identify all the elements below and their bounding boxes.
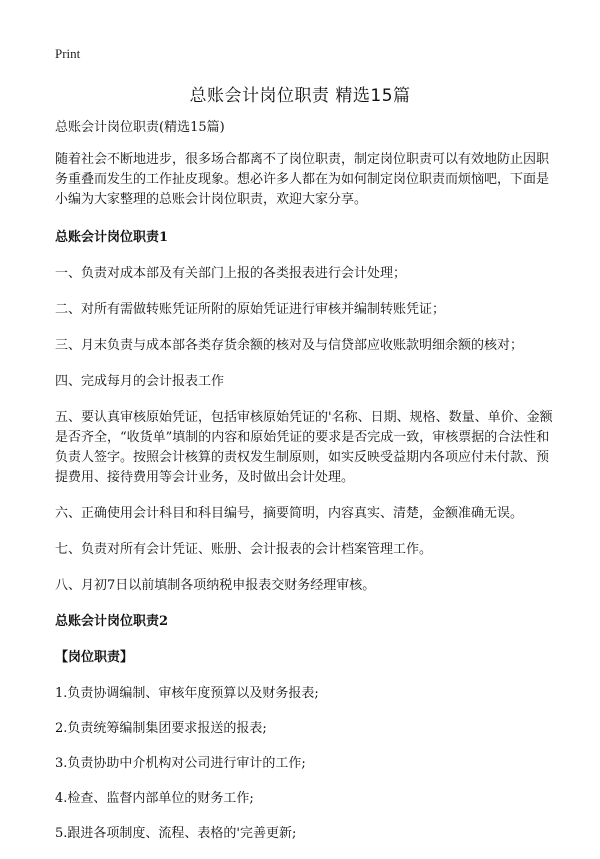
duty-item: 2.负责统筹编制集团要求报送的报表; <box>55 721 267 736</box>
duty-item: 七、负责对所有会计凭证、账册、会计报表的会计档案管理工作。 <box>55 542 433 557</box>
duty-item: 1.负责协调编制、审核年度预算以及财务报表; <box>55 686 319 701</box>
duty-item: 八、月初7日以前填制各项纳税申报表交财务经理审核。 <box>55 578 376 593</box>
duty-item: 5.跟进各项制度、流程、表格的'完善更新; <box>55 826 297 841</box>
section-subheading: 【岗位职责】 <box>55 650 134 665</box>
section-heading-1: 总账会计岗位职责1 <box>55 230 169 245</box>
document-title: 总账会计岗位职责 精选15篇 <box>189 86 411 106</box>
duty-item: 三、月末负责与成本部各类存货余额的核对及与信贷部应收账款明细余额的核对； <box>55 338 524 353</box>
intro-paragraph: 随着社会不断地进步，很多场合都离不了岗位职责，制定岗位职责可以有效地防止因职务重叠而发生的工作扯皮现象。想必许多人都在为如何制定岗位职责而烦恼吧，下面是小编为大家整理的总账会计岗位职责，欢迎大家分享。 <box>55 152 550 207</box>
duty-item: 六、正确使用会计科目和科目编号，摘要简明，内容真实、清楚，金额准确无误。 <box>55 506 524 521</box>
print-label: Print <box>55 46 81 61</box>
section-heading-2: 总账会计岗位职责2 <box>55 614 169 629</box>
duty-item: 3.负责协助中介机构对公司进行审计的工作; <box>55 756 306 771</box>
duty-item: 一、负责对成本部及有关部门上报的各类报表进行会计处理； <box>55 266 407 281</box>
duty-item: 四、完成每月的会计报表工作 <box>55 374 225 389</box>
duty-item: 二、对所有需做转账凭证所附的原始凭证进行审核并编制转账凭证； <box>55 302 446 317</box>
document-body <box>55 118 555 859</box>
document-subtitle: 总账会计岗位职责(精选15篇) <box>55 120 225 135</box>
duty-item: 4.检查、监督内部单位的财务工作; <box>55 791 254 806</box>
duty-item: 五、要认真审核原始凭证，包括审核原始凭证的'名称、日期、规格、数量、单价、金额是否齐全，“收货单”填制的内容和原始凭证的要求是否完成一致，审核票据的合法性和负责人签字。按照会计核算的责权发生制原则，如实反映受益期内各项应付未付款、预提费用、接待费用等会计业务，及时做出会计处理。 <box>55 410 553 485</box>
